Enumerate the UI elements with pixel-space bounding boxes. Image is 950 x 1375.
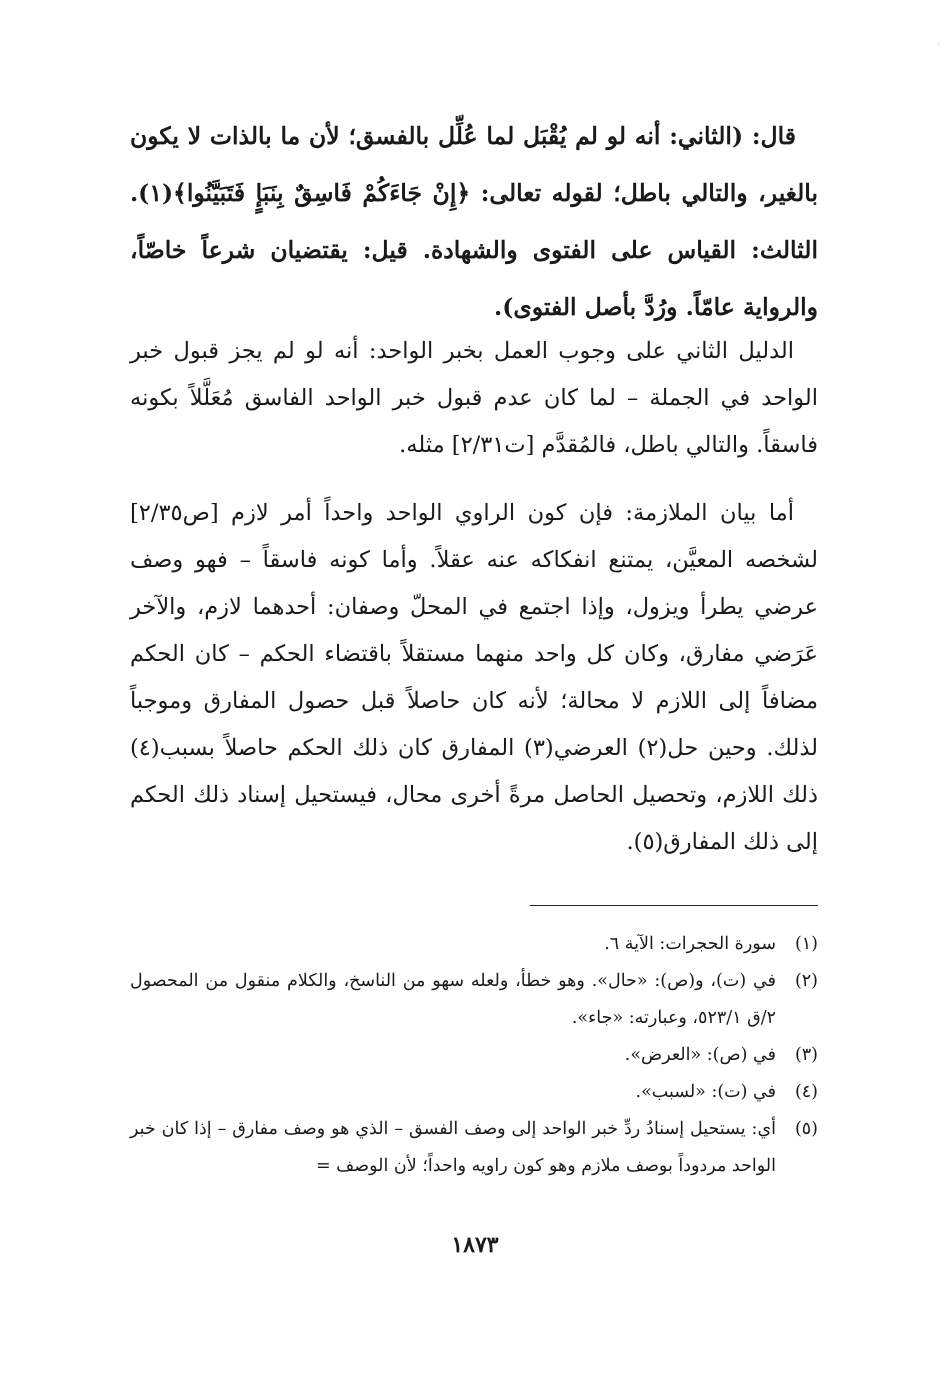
footnotes xyxy=(130,926,818,1185)
paragraph-1 xyxy=(130,328,818,469)
footnote-text: في (ص): «العرض». xyxy=(624,1045,776,1065)
footnote-number: (٣) xyxy=(794,1045,818,1065)
paragraph-text: أما بيان الملازمة: فإن كون الراوي الواحد واحداً أمر لازم [ص٢/٣٥] لشخصه المعيَّن، يمتنع انفكاكه عنه عقلاً. وأما كونه فاسقاً – فهو وصف عرضي يطرأ ويزول، وإذا اجتمع في المحلّ وصفان: أحدهما لازم، والآخر عَرَضي مفارق، وكان كل واحد منهما مستقلاً باقتضاء الحكم – كان الحكم مضافاً إلى اللازم لا محالة؛ لأنه كان حاصلاً قبل حصول المفارق وموجباً لذلك. وحين حل(٢) العرضي(٣) المفارق كان ذلك الحكم حاصلاً بسبب(٤) ذلك اللازم، وتحصيل الحاصل مرةً أخرى محال، فيستحيل إسناد ذلك الحكم إلى ذلك المفارق(٥). xyxy=(130,500,818,855)
footnote-text: في (ت)، و(ص): «حال». وهو خطأ، ولعله سهو من الناسخ، والكلام منقول من المحصول ٢/ق ٥٢٣/١، وعبارته: «جاء». xyxy=(130,971,776,1028)
footnote-text: في (ت): «لسبب». xyxy=(635,1082,776,1102)
footnote-number: (٥) xyxy=(794,1119,818,1139)
footnote-item xyxy=(130,963,818,1037)
footnote-number: (٢) xyxy=(794,971,818,991)
paragraph-text: الدليل الثاني على وجوب العمل بخبر الواحد: أنه لو لم يجز قبول خبر الواحد في الجملة – لما كان عدم قبول خبر الواحد الفاسق مُعَلَّلاً بكونه فاسقاً. والتالي باطل، فالمُقدَّم [ت٢/٣١] مثله. xyxy=(130,338,818,458)
quote-text: قال: (الثاني: أنه لو لم يُقْبَل لما عُلِّل بالفسق؛ لأن ما بالذات لا يكون بالغير، والتالي باطل؛ لقوله تعالى: ﴿إِنْ جَاءَكُمْ فَاسِقٌ بِنَبَإٍ فَتَبَيَّنُوا﴾(١). الثالث: القياس على الفتوى والشهادة. قيل: يقتضيان شرعاً خاصّاً، والرواية عامّاً. ورُدَّ بأصل الفتوى). xyxy=(130,122,818,321)
footnote-item xyxy=(130,1111,818,1185)
footnote-item xyxy=(130,926,818,963)
footnote-item xyxy=(130,1037,818,1074)
page-number: ١٨٧٣ xyxy=(451,1232,499,1258)
footnote-text: سورة الحجرات: الآية ٦. xyxy=(604,934,776,954)
footnote-number: (٤) xyxy=(794,1082,818,1102)
footnote-number: (١) xyxy=(794,934,818,954)
footnote-text: أي: يستحيل إسنادُ ردِّ خبر الواحد إلى وصف الفسق – الذي هو وصف مفارق – إذا كان خبر الواحد مردوداً بوصف ملازم وهو كون راويه واحداً؛ لأن الوصف = xyxy=(130,1119,776,1176)
footnote-item xyxy=(130,1074,818,1111)
scan-mark: ⁝ xyxy=(937,40,940,49)
paragraph-2 xyxy=(130,490,818,866)
quoted-matn xyxy=(130,108,818,336)
footnote-divider xyxy=(530,905,818,906)
